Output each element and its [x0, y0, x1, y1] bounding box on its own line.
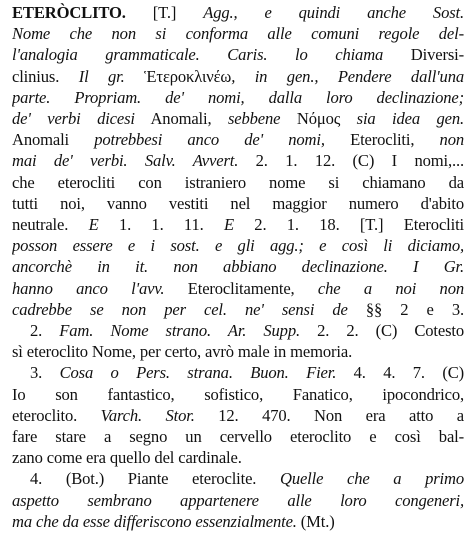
entry-text-segment: [T.]	[125, 3, 204, 22]
entry-line	[12, 426, 464, 448]
entry-line	[12, 108, 464, 130]
entry-line	[12, 405, 464, 427]
entry-text-segment: hanno anco l'avv.	[12, 278, 165, 298]
entry-text-segment: Anomali,	[134, 109, 228, 128]
entry-text-segment: zano come era quello del cardinale.	[12, 448, 242, 468]
entry-text-segment: Il gr.	[78, 66, 125, 86]
entry-text-segment: 4. 4. 7. (C)	[336, 363, 464, 383]
entry-text-segment: Quelle che a primo	[279, 469, 464, 489]
entry-text-segment: Anomali	[12, 130, 95, 150]
entry-line	[12, 447, 464, 469]
entry-line	[12, 23, 464, 45]
entry-text-segment: sebbene	[227, 109, 281, 128]
entry-line	[12, 66, 464, 88]
entry-line	[12, 87, 464, 109]
entry-line	[12, 214, 464, 236]
entry-text-segment: Νόμος	[280, 109, 357, 128]
entry-text-segment: eteroclito.	[12, 405, 101, 425]
entry-text-segment: fare stare a segno un cervello eteroclito e così bal-	[12, 427, 464, 446]
entry-text-segment: E	[223, 215, 234, 234]
entry-text-segment: 2.	[30, 321, 60, 340]
entry-text-segment: ma che da esse differiscono essenzialmente.	[12, 511, 297, 531]
entry-text-segment: ancorchè in it. non abbiano declinazione. I Gr.	[12, 257, 464, 277]
entry-text-segment: tutti noi, vanno vestiti nel maggior numero d'abito	[12, 193, 464, 213]
entry-text-segment: posson essere e i sost. e gli agg.; e così li diciamo,	[12, 236, 464, 256]
entry-text-segment: Io son fantastico, sofistico, Fanatico, ipocondrico,	[12, 384, 464, 404]
entry-text-segment: Eteroclitamente,	[164, 278, 318, 298]
entry-text-segment: de' verbi dicesi	[12, 109, 135, 128]
entry-line	[12, 172, 464, 194]
entry-text-segment: 1. 1. 11.	[98, 215, 224, 234]
entry-line	[30, 320, 464, 342]
entry-text-segment: Eterocliti,	[324, 130, 440, 150]
entry-line	[12, 490, 464, 512]
entry-text-segment: 2. 1. 12. (C) I nomi,...	[238, 151, 464, 171]
entry-line	[12, 44, 464, 66]
headword: ETERÒCLITO.	[12, 3, 126, 22]
entry-text-segment: 3.	[30, 363, 60, 383]
entry-text-segment: Nome che non si conforma alle comuni regole del-	[12, 24, 464, 44]
entry-line	[12, 511, 464, 533]
entry-line	[12, 384, 464, 406]
entry-text-segment: potrebbesi anco de' nomi,	[94, 130, 325, 150]
entry-text-segment: 4. (Bot.) Piante eteroclite.	[30, 469, 280, 489]
entry-line	[12, 278, 464, 300]
entry-text-segment: Varch. Stor.	[100, 405, 195, 425]
entry-text-segment: Agg., e quindi anche Sost.	[203, 3, 464, 22]
entry-text-segment: neutrale.	[12, 215, 89, 234]
entry-line	[12, 256, 464, 278]
entry-text-segment: (Mt.)	[296, 511, 335, 531]
entry-text-segment: §§ 2 e 3.	[347, 299, 464, 319]
entry-text-segment: 12. 470. Non era atto a	[194, 405, 464, 425]
entry-text-segment: non	[439, 130, 464, 150]
entry-line	[12, 193, 464, 215]
entry-text-segment: 2. 1. 18. [T.] Eterocliti	[233, 215, 464, 234]
entry-text-segment: Diversi-	[383, 45, 464, 65]
entry-text-segment: E	[88, 215, 99, 234]
entry-line	[12, 299, 464, 321]
entry-text-segment: che a noi non	[317, 278, 464, 298]
entry-line	[12, 2, 464, 24]
entry-line	[12, 150, 464, 172]
entry-line	[12, 235, 464, 257]
entry-line	[30, 362, 464, 384]
entry-text-segment: , in gen., Pendere dall'una	[231, 66, 464, 86]
entry-text-segment: cadrebbe se non per cel. ne' sensi de	[12, 299, 348, 319]
entry-text-segment: parte. Propriam. de' nomi, dalla loro declinazione;	[12, 87, 464, 107]
entry-line	[12, 341, 464, 363]
entry-text-segment: che eterocliti con istraniero nome si chiamano da	[12, 172, 464, 192]
entry-text-segment: Fam. Nome strano. Ar. Supp.	[59, 321, 300, 340]
entry-text-segment: mai de' verbi. Salv. Avvert.	[12, 151, 239, 171]
entry-line	[30, 468, 464, 490]
entry-text-segment: l'analogia grammaticale. Caris. lo chiama	[12, 45, 384, 65]
entry-line	[12, 129, 464, 151]
entry-text-segment: sì eteroclito Nome, per certo, avrò male in memoria.	[12, 342, 353, 362]
entry-text-segment: Cosa o Pers. strana. Buon. Fier.	[59, 363, 337, 383]
entry-text-segment: clinius.	[12, 66, 79, 86]
entry-text-segment: 2. 2. (C) Cotesto	[299, 321, 464, 340]
entry-text-segment: Ἑτεροκλινέω	[124, 66, 232, 86]
entry-text-segment: sia idea gen.	[356, 109, 464, 128]
entry-text-segment: aspetto sembrano appartenere alle loro congeneri,	[12, 490, 464, 510]
